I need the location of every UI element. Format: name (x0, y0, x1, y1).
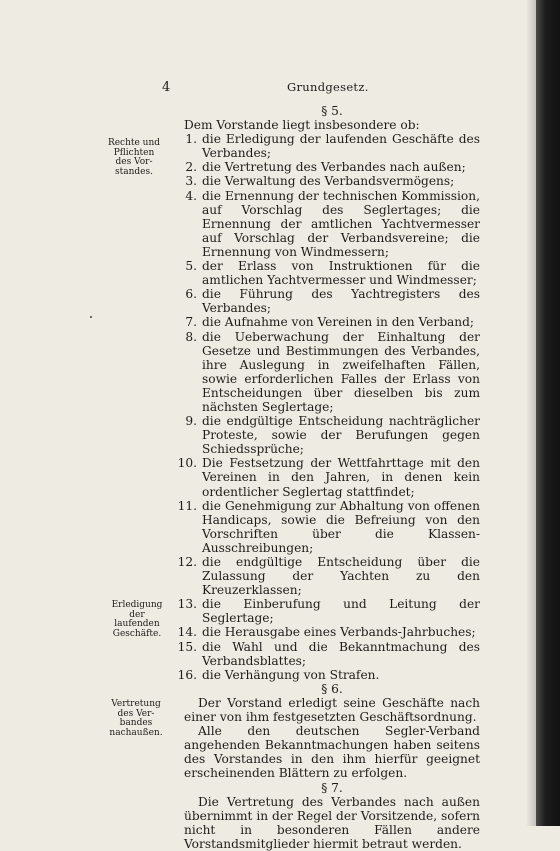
duty-item (184, 330, 480, 415)
margin-note-representation (104, 700, 168, 738)
section-6-heading: § 6. (321, 681, 343, 696)
duty-number: 5. (185, 259, 197, 274)
margin-note-line: standes. (115, 166, 153, 177)
duty-number: 3. (185, 174, 197, 189)
duty-item (184, 160, 480, 174)
duty-number: 1. (185, 132, 197, 147)
duty-text: die Ernennung der technischen Kommission, auf Vorschlag des Seglertages; die Ernennung der amtlichen Yachtvermesser auf Vorschlag der Verbandsvereine; die Ernennung von Windmessern; (202, 188, 480, 259)
book-edge (536, 0, 560, 826)
duty-text: die Verhängung von Strafen. (202, 667, 380, 682)
section-7-para-1: Die Vertretung des Verbandes nach außen übernimmt in der Regel der Vorsitzende, sofern nicht in besonderen Fällen andere Vorstandsmitglieder hiermit betraut werden. (184, 794, 480, 851)
duty-item (177, 625, 480, 640)
duty-text: die endgültige Entscheidung nachträglicher Proteste, sowie der Berufungen gegen Schiedssprüche; (202, 414, 480, 457)
duty-number: 13. (177, 597, 197, 612)
duty-text: die Genehmigung zur Abhaltung von offenen Handicaps, sowie die Befreiung von den Vorschriften über die Klassen-Ausschreibungen; (202, 498, 480, 555)
duty-item (184, 259, 480, 287)
duty-text: die Aufnahme von Vereinen in den Verband; (202, 315, 475, 330)
duty-number: 14. (177, 625, 197, 640)
duty-text: die Ueberwachung der Einhaltung der Gesetze und Bestimmungen des Verbandes, ihre Auslegung in zweifelhaften Fällen, sowie erforderlichen Falles der Erlass von Entscheidungen über dieselben bis zum nächsten Seglertage; (202, 329, 480, 414)
margin-note-line: Rechte und (107, 138, 161, 148)
duty-number: 8. (185, 329, 197, 344)
duty-number: 12. (177, 555, 197, 569)
duty-item (184, 315, 480, 329)
margin-note-line: Erledigung (111, 600, 163, 610)
section-5-heading: § 5. (321, 104, 343, 118)
running-title: Grundgesetz. (287, 80, 369, 94)
duty-text: die Wahl und die Bekanntmachung des Verbandsblattes; (202, 639, 480, 668)
margin-note-line: nachaußen. (109, 727, 163, 738)
page-header (0, 80, 536, 96)
margin-note-line: bandes (119, 718, 153, 728)
duty-item (184, 189, 480, 259)
duty-item (177, 456, 480, 499)
duty-item (184, 287, 480, 315)
section-5-intro: Dem Vorstande liegt insbesondere ob: (184, 118, 420, 133)
page-fold-shadow (526, 0, 536, 826)
duty-number: 7. (185, 315, 197, 330)
duty-item (177, 555, 480, 598)
margin-note-line: laufenden (114, 619, 160, 629)
duty-number: 2. (185, 160, 197, 175)
margin-note-business (104, 601, 170, 639)
duty-number: 9. (185, 414, 197, 429)
margin-note-line: Geschäfte. (112, 628, 162, 639)
duty-item (177, 498, 480, 555)
duty-text: Die Festsetzung der Wettfahrttage mit den Vereinen in den Jahren, in denen kein ordentlicher Seglertag stattfindet; (202, 456, 480, 499)
duty-text: die Einberufung und Leitung der Seglertage; (202, 597, 480, 626)
section-6-para-1: Der Vorstand erledigt seine Geschäfte nach einer von ihm festgesetzten Geschäftsordnung. (184, 695, 480, 725)
margin-note-line: Pflichten (113, 147, 155, 158)
duty-text: der Erlass von Instruktionen für die amtlichen Yachtvermesser und Windmesser; (202, 259, 480, 288)
duty-text: die Führung des Yachtregisters des Verbandes; (202, 287, 480, 316)
margin-note-line: des Vor- (115, 157, 153, 167)
duty-item (184, 132, 480, 160)
main-text (177, 104, 480, 851)
duty-number: 4. (185, 188, 197, 203)
duties-list (177, 132, 480, 682)
duty-item (177, 639, 480, 668)
section-6-para-2: Alle den deutschen Segler-Verband angehenden Bekanntmachungen haben seitens des Vorstandes in den ihm hierfür geeignet erscheinenden Blättern zu erfolgen. (184, 724, 480, 781)
margin-note-line: der (129, 609, 145, 620)
page-number: 4 (162, 80, 171, 95)
duty-item (184, 414, 480, 456)
duty-number: 15. (177, 639, 197, 654)
duty-text: die Vertretung des Verbandes nach außen; (202, 160, 466, 175)
duty-number: 6. (185, 287, 197, 302)
duty-number: 16. (177, 667, 197, 682)
duty-item (184, 174, 480, 188)
duty-text: die Erledigung der laufenden Geschäfte des Verbandes; (202, 132, 480, 161)
duty-number: 11. (177, 498, 197, 513)
duty-text: die Verwaltung des Verbandsvermögens; (202, 174, 455, 189)
section-7-heading: § 7. (321, 780, 343, 795)
duty-item (177, 597, 480, 626)
duty-number: 10. (177, 456, 197, 471)
duty-item (177, 667, 480, 682)
duty-text: die endgültige Entscheidung über die Zulassung der Yachten zu den Kreuzerklassen; (202, 555, 480, 598)
margin-note-rights (104, 139, 164, 177)
stray-mark (90, 316, 92, 318)
duty-text: die Herausgabe eines Verbands-Jahrbuches; (202, 625, 476, 640)
margin-note-line: Vertretung (111, 699, 161, 709)
margin-note-line: des Ver- (117, 708, 155, 719)
